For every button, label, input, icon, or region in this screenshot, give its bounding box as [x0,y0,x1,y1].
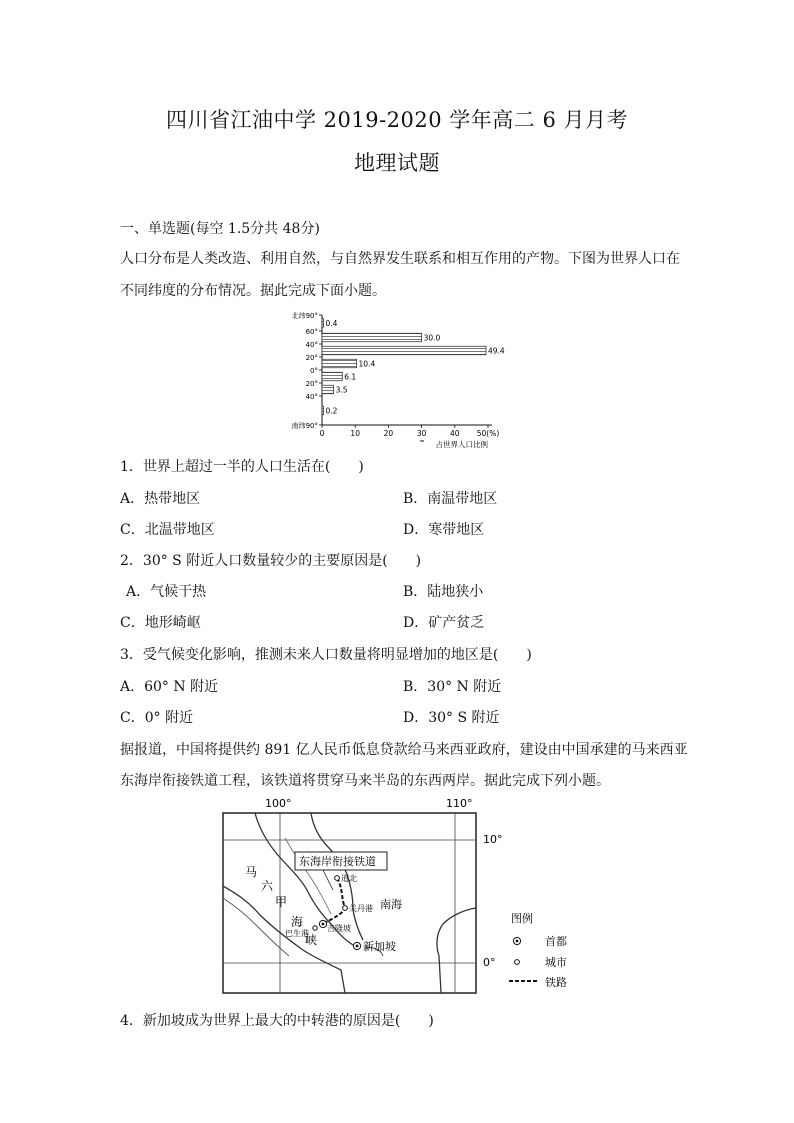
strait-char-1: 马 [245,865,258,879]
chart-bar-value-label: 0.2 [325,406,338,416]
chart-bar-value-label: 0.4 [325,319,338,328]
lon-label-110: 110° [446,798,473,810]
chart-y-tick-label: 40° [305,393,318,401]
strait-char-5: 峡 [305,933,318,947]
railway-label-leader [323,870,333,890]
kuantan-city-marker [343,906,348,911]
strait-char-4: 海 [291,915,304,929]
chart-bar [322,406,324,415]
legend-capital-label: 首都 [545,935,567,948]
chart-bar [322,372,342,381]
chart-y-tick-label: 60° [305,328,318,336]
q3-option-a: A．60° N 附近 [120,679,219,695]
q1-option-b: B．南温带地区 [403,491,498,507]
chart-y-tick-label: 40° [305,341,318,349]
legend-city-label: 城市 [545,956,567,969]
intro2-line1: 据报道，中国将提供约 891 亿人民币低息贷款给马来西亚政府，建设由中国承建的马来西亚 [120,742,688,758]
chart-x-tick-label: 10 [350,429,360,438]
tumpat-label: 道北 [341,874,357,883]
chart-x-tick-label: 0 [319,429,325,438]
section-heading: 一、单选题(每空 1.5分共 48分) [120,221,320,237]
page-title: 四川省江油中学 2019-2020 学年高二 6 月月考 [165,108,629,132]
chart-bar-value-label: 6.1 [344,372,357,382]
klang-label: 巴生港 [285,929,309,938]
chart-bar [322,333,422,342]
legend-title: 图例 [511,912,533,925]
singapore-label: 新加坡 [363,940,396,953]
chart-y-tick-label: 南纬90° [291,422,318,430]
q3-option-c: C．0° 附近 [120,710,194,726]
q3-option-b: B．30° N 附近 [403,679,502,695]
lat-label-10: 10° [483,833,503,846]
peninsula-contour [285,838,331,914]
chart-bar-value-label: 49.4 [488,346,505,356]
intro1-line2: 不同纬度的分布情况。据此完成下面小题。 [120,283,386,299]
kl-label: 吉隆坡 [327,924,351,933]
q2-option-b: B．陆地狭小 [403,584,484,600]
borneo-coastline [437,908,476,993]
q1-option-a: A．热带地区 [120,491,201,507]
chart-y-tick-label: 北纬90° [291,312,318,320]
q3-option-d: D．30° S 附近 [403,710,500,726]
question-4-stem: 4．新加坡成为世界上最大的中转港的原因是( ) [120,1013,434,1029]
q2-option-d: D．矿产贫乏 [403,615,485,631]
malay-peninsula-map [215,798,615,998]
chart-bar-value-label: 3.5 [335,385,348,395]
chart-x-tick-label: 50(%) [476,429,500,438]
strait-char-3: 甲 [275,895,288,909]
intro1-line1: 人口分布是人类改造、利用自然，与自然界发生联系和相互作用的产物。下图为世界人口在 [120,251,680,267]
page-subtitle: 地理试题 [354,151,440,175]
chart-y-tick-label: 20° [305,380,318,388]
chart-bar-value-label: 10.4 [358,359,376,369]
tumpat-city-marker [335,876,340,881]
chart-bar [322,346,486,355]
kl-capital-dot [322,923,325,926]
singapore-capital-dot [356,945,359,948]
question-2-stem: 2．30° S 附近人口数量较少的主要原因是( ) [120,553,422,569]
chart-x-axis-title: 占世界人口比例 [435,440,488,449]
chart-bar-value-label: 30.0 [423,333,441,343]
q1-option-c: C．北温带地区 [120,522,215,538]
chart-bar [322,359,357,368]
railway-name-label: 东海岸衔接铁道 [299,855,376,868]
chart-y-tick-label: 20° [305,354,318,362]
east-coast-railway [323,878,345,924]
kuantan-label: 关丹港 [349,904,373,913]
question-3-stem: 3．受气候变化影响，推测未来人口数量将明显增加的地区是( ) [120,647,532,663]
chart-bar [322,319,324,328]
lat-label-0: 0° [483,956,496,969]
strait-char-2: 六 [261,879,274,893]
question-1-stem: 1．世界上超过一半的人口生活在( ) [120,459,364,475]
chart-x-tick-label: 20 [383,429,394,438]
chart-x-tick-label: 30 [416,429,427,438]
south-sea-label: 南海 [380,898,402,911]
chart-y-tick-label: 0° [310,367,318,375]
q1-option-d: D．寒带地区 [403,522,485,538]
chart-bar [322,385,334,394]
klang-city-marker [313,926,317,930]
legend-railway-label: 铁路 [545,976,567,989]
lon-label-100: 100° [265,798,292,810]
q2-option-c: C．地形崎岖 [120,615,201,631]
legend-city-symbol [515,960,520,965]
population-latitude-chart [280,308,520,450]
legend-capital-dot [516,940,519,943]
chart-x-tick-label: 40 [450,429,460,438]
q2-option-a: A．气候干热 [126,584,207,600]
intro2-line2: 东海岸衔接铁道工程，该铁道将贯穿马来半岛的东西两岸。据此完成下列小题。 [120,773,610,789]
